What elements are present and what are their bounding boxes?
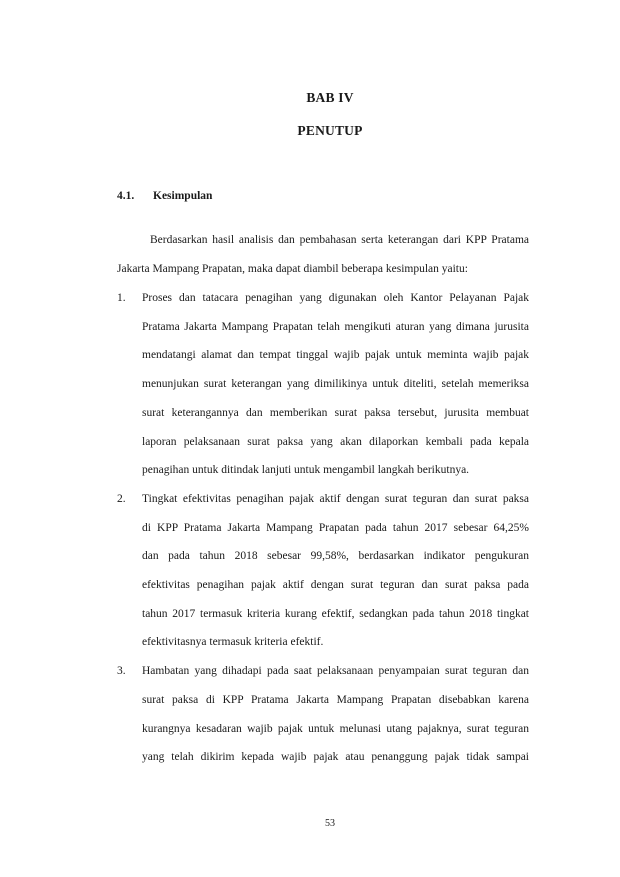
list-item-line: efektivitasnya termasuk kriteria efektif.: [142, 636, 324, 648]
list-item-line: Tingkat efektivitas penagihan pajak aktif dengan surat teguran dan surat paksa: [142, 493, 529, 505]
list-item-line: tahun 2017 termasuk kriteria kurang efektif, sedangkan pada tahun 2018 tingkat: [142, 608, 529, 620]
list-item-number: 3.: [117, 665, 126, 677]
list-item-line: di KPP Pratama Jakarta Mampang Prapatan pada tahun 2017 sebesar 64,25%: [142, 522, 529, 534]
page-number: 53: [325, 818, 335, 829]
chapter-title: PENUTUP: [297, 123, 363, 138]
list-item-number: 2.: [117, 493, 126, 505]
section-title: Kesimpulan: [153, 190, 213, 202]
section-number: 4.1.: [117, 190, 135, 202]
list-item-line: Pratama Jakarta Mampang Prapatan telah mengikuti aturan yang dimana jurusita: [142, 321, 529, 333]
list-item-line: penagihan untuk ditindak lanjuti untuk mengambil langkah berikutnya.: [142, 464, 470, 476]
list-item-line: laporan pelaksanaan surat paksa yang akan dilaporkan kembali pada kepala: [142, 436, 529, 448]
list-item-line: Proses dan tatacara penagihan yang digunakan oleh Kantor Pelayanan Pajak: [142, 292, 529, 304]
list-item-line: Hambatan yang dihadapi pada saat pelaksanaan penyampaian surat teguran dan: [142, 665, 529, 677]
paragraph-line: Jakarta Mampang Prapatan, maka dapat diambil beberapa kesimpulan yaitu:: [117, 263, 468, 275]
list-item-line: menunjukan surat keterangan yang dimilikinya untuk diteliti, setelah memeriksa: [142, 378, 529, 390]
list-item-line: kurangnya kesadaran wajib pajak untuk melunasi utang pajaknya, surat teguran: [142, 723, 529, 735]
list-item-line: mendatangi alamat dan tempat tinggal wajib pajak untuk meminta wajib pajak: [142, 349, 529, 361]
list-item-number: 1.: [117, 292, 126, 304]
list-item-line: efektivitas penagihan pajak aktif dengan surat teguran dan surat paksa pada: [142, 579, 529, 591]
chapter-heading: BAB IV: [306, 90, 354, 105]
list-item-line: surat keterangannya dan memberikan surat paksa tersebut, jurusita membuat: [142, 407, 529, 419]
list-item-line: dan pada tahun 2018 sebesar 99,58%, berdasarkan indikator pengukuran: [142, 550, 529, 562]
section-heading: [117, 190, 212, 202]
paragraph-line: Berdasarkan hasil analisis dan pembahasan serta keterangan dari KPP Pratama: [150, 234, 529, 246]
list-item-line: surat paksa di KPP Pratama Jakarta Mampang Prapatan disebabkan karena: [142, 694, 529, 706]
list-item-line: yang telah dikirim kepada wajib pajak atau penanggung pajak tidak sampai: [142, 751, 529, 763]
